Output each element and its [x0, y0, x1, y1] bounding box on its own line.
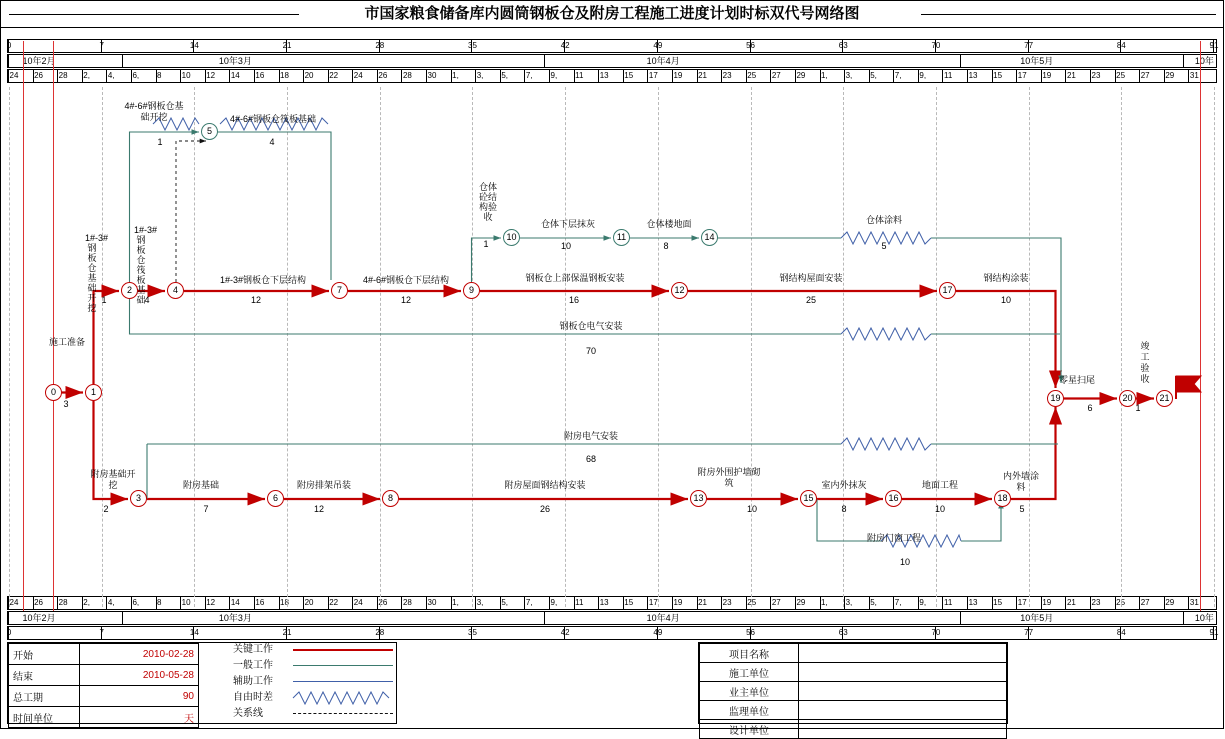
activity-label-8: 仓体下层抹灰 — [540, 219, 595, 229]
timescale-day-label: 13 — [599, 598, 609, 607]
timescale-month-label: 10年 — [1194, 613, 1214, 623]
info-table-row — [700, 701, 1007, 720]
timescale-day-label: 9, — [550, 598, 558, 607]
timescale-day-label: 27 — [771, 71, 781, 80]
timescale-week-label: 7 — [99, 41, 104, 50]
info-table-value[interactable] — [799, 663, 1007, 682]
timescale-day-label: 19 — [673, 598, 683, 607]
timescale-day-label: 28 — [402, 71, 412, 80]
timescale-day-label: 10 — [181, 71, 191, 80]
timescale-week-label: 7 — [99, 628, 104, 637]
timescale-week-label: 49 — [653, 628, 663, 637]
timescale-day-label: 26 — [378, 598, 388, 607]
timescale-week-label: 14 — [189, 41, 199, 50]
legend-row-value: 2010-05-28 — [80, 665, 199, 686]
activity-duration-8: 10 — [560, 241, 571, 251]
activity-label-25: 零星扫尾 — [1058, 375, 1095, 385]
timescale-day-label: 23 — [722, 598, 732, 607]
activity-duration-10: 5 — [881, 241, 887, 251]
timescale-month-label: 10年5月 — [1020, 56, 1054, 66]
timescale-month-label: 10年2月 — [22, 613, 56, 623]
activity-label-18: 附房排架吊装 — [296, 480, 351, 490]
legend-key-label-4: 关系线 — [233, 708, 263, 719]
timescale-day-label: 11 — [943, 598, 953, 607]
timescale-month-label: 10年4月 — [646, 613, 680, 623]
legend-swatch-normal — [293, 665, 393, 666]
timescale-day-label: 24 — [9, 598, 19, 607]
legend-key-label-0: 关键工作 — [233, 644, 273, 655]
timescale-day-label: 27 — [771, 598, 781, 607]
timescale-day-label: 19 — [673, 71, 683, 80]
activity-label-3: 4#-6#钢板仓基础开挖 — [124, 101, 184, 122]
timescale-day-label: 29 — [796, 598, 806, 607]
timescale-day-label: 18 — [280, 598, 289, 607]
timescale-day-label: 4, — [107, 71, 115, 80]
page-title: 市国家粮食储备库内圆筒钢板仓及附房工程施工进度计划时标双代号网络图 — [364, 5, 860, 22]
timescale-day-label: 14 — [230, 598, 240, 607]
info-table-value[interactable] — [799, 644, 1007, 663]
info-table-key: 业主单位 — [700, 682, 799, 701]
activity-duration-16: 2 — [103, 504, 109, 514]
timescale-day-label: 26 — [34, 598, 43, 607]
network-node-11: 11 — [613, 229, 630, 246]
activity-duration-19: 26 — [539, 504, 550, 514]
activity-duration-9: 8 — [663, 241, 669, 251]
timescale-day-label: 7, — [894, 598, 902, 607]
network-node-17: 17 — [939, 282, 956, 299]
activity-duration-11: 16 — [568, 295, 579, 305]
network-node-4: 4 — [167, 282, 184, 299]
timescale-day-label: 20 — [304, 598, 314, 607]
project-info-table — [698, 642, 1008, 737]
timescale-week-label: 28 — [375, 628, 385, 637]
timescale-day-label: 30 — [427, 598, 437, 607]
timescale-week-label: 49 — [653, 41, 663, 50]
legend-swatch-relation — [293, 713, 393, 714]
timescale-week-label: 35 — [468, 628, 477, 637]
timescale-month-label: 10年3月 — [218, 56, 252, 66]
network-node-19: 19 — [1047, 390, 1064, 407]
timescale-day-label: 7, — [525, 71, 533, 80]
timescale-day-label: 25 — [747, 598, 757, 607]
network-node-12: 12 — [671, 282, 688, 299]
activity-label-12: 钢结构屋面安装 — [779, 273, 843, 283]
timescale-day-label: 1, — [452, 71, 459, 80]
activity-label-2: 1#-3#钢板仓筏板基础 — [134, 225, 158, 305]
timescale-day-label: 25 — [747, 71, 757, 80]
info-table-key: 监理单位 — [700, 701, 799, 720]
activity-label-0: 施工准备 — [48, 337, 85, 347]
network-node-20: 20 — [1119, 390, 1136, 407]
timescale-day-label: 11 — [575, 598, 584, 607]
timescale-month-label: 10年2月 — [22, 56, 56, 66]
activity-label-13: 钢结构涂装 — [983, 273, 1029, 283]
timescale-day-label: 20 — [304, 71, 314, 80]
legend-row-value: 2010-02-28 — [80, 644, 199, 665]
timescale-day-label: 15 — [993, 71, 1003, 80]
timescale-day-label: 1, — [452, 598, 459, 607]
timescale-day-label: 30 — [427, 71, 437, 80]
legend-swatch-auxiliary — [293, 681, 393, 682]
timescale-week-label: 21 — [282, 41, 292, 50]
timescale-week-label: 56 — [746, 628, 755, 637]
activity-label-21: 室内外抹灰 — [821, 480, 867, 490]
network-node-2: 2 — [121, 282, 138, 299]
timescale-week-label: 42 — [560, 628, 570, 637]
activity-duration-23: 5 — [1019, 504, 1025, 514]
activity-label-15: 附房电气安装 — [563, 431, 618, 441]
timescale-day-label: 23 — [1091, 598, 1101, 607]
timescale-day-label: 25 — [1116, 71, 1126, 80]
activity-label-23: 内外墙涂料 — [1002, 471, 1039, 492]
timescale-day-label: 9, — [550, 71, 558, 80]
timescale-month-label: 10年5月 — [1020, 613, 1054, 623]
timescale-day-label: 19 — [1042, 71, 1052, 80]
activity-label-19: 附房屋面钢结构安装 — [504, 480, 586, 490]
info-table-value[interactable] — [799, 720, 1007, 739]
info-table-key: 设计单位 — [700, 720, 799, 739]
timescale-day-label: 24 — [353, 598, 363, 607]
timescale-day-label: 7, — [525, 598, 533, 607]
timescale-day-label: 9, — [919, 598, 927, 607]
activity-duration-22: 10 — [934, 504, 945, 514]
activity-label-22: 地面工程 — [921, 480, 958, 490]
timescale-month-label: 10年4月 — [646, 56, 680, 66]
timescale-day-label: 12 — [206, 598, 216, 607]
timescale-week-label: 91 — [1209, 41, 1219, 50]
network-node-1: 1 — [85, 384, 102, 401]
timescale-day-label: 28 — [58, 598, 68, 607]
legend-key-label-2: 辅助工作 — [233, 676, 273, 687]
network-node-0: 0 — [45, 384, 62, 401]
timescale-day-label: 3, — [845, 598, 853, 607]
network-node-14: 14 — [701, 229, 718, 246]
network-node-15: 15 — [800, 490, 817, 507]
network-node-6: 6 — [267, 490, 284, 507]
info-table-row — [700, 644, 1007, 663]
legend-row-key: 结束 — [9, 665, 80, 686]
legend-row-key: 时间单位 — [9, 707, 80, 728]
timescale-day-label: 31 — [1189, 71, 1199, 80]
timescale-week-label: 63 — [838, 41, 848, 50]
timescale-day-label: 13 — [968, 71, 978, 80]
activity-label-17: 附房基础 — [182, 480, 219, 490]
timescale-week-label: 77 — [1024, 41, 1034, 50]
activity-duration-13: 10 — [1000, 295, 1011, 305]
timescale-day-label: 6, — [132, 598, 140, 607]
info-table-value[interactable] — [799, 701, 1007, 720]
legend-row-value: 90 — [80, 686, 199, 707]
timescale-day-label: 26 — [378, 71, 388, 80]
activity-duration-1: 1 — [101, 295, 107, 305]
timescale-day-label: 11 — [575, 71, 584, 80]
timescale-week-label: 91 — [1209, 628, 1219, 637]
activity-duration-0: 3 — [63, 399, 69, 409]
timescale-day-label: 15 — [624, 71, 634, 80]
timescale-day-label: 13 — [599, 71, 609, 80]
legend-keys — [233, 642, 397, 724]
timescale-month-label: 10年3月 — [218, 613, 252, 623]
timescale-day-label: 17 — [1017, 71, 1027, 80]
info-table-key: 施工单位 — [700, 663, 799, 682]
activity-label-6: 4#-6#钢板仓下层结构 — [362, 275, 450, 285]
timescale-day-label: 14 — [230, 71, 240, 80]
timescale-week-label: 14 — [189, 628, 199, 637]
timescale-week-label: 84 — [1116, 41, 1126, 50]
timescale-week-label: 28 — [375, 41, 385, 50]
timescale-week-label: 42 — [560, 41, 570, 50]
timescale-day-label: 17 — [648, 71, 658, 80]
activity-label-20: 附房外围护墙砌筑 — [697, 467, 761, 488]
timescale-week-label: 56 — [746, 41, 755, 50]
timescale-day-label: 27 — [1140, 71, 1150, 80]
activity-label-16: 附房基础开挖 — [90, 469, 136, 490]
timescale-day-label: 9, — [919, 71, 927, 80]
timescale-day-label: 12 — [206, 71, 216, 80]
timescale-day-label: 8 — [157, 71, 162, 80]
network-node-18: 18 — [994, 490, 1011, 507]
activity-label-5: 1#-3#钢板仓下层结构 — [219, 275, 307, 285]
activity-label-14: 钢板仓电气安装 — [559, 321, 623, 331]
timescale-week-label: 70 — [931, 41, 941, 50]
timescale-day-label: 29 — [796, 71, 806, 80]
timescale-day-label: 17 — [648, 598, 658, 607]
legend-row-value: 天 — [80, 707, 199, 728]
activity-label-11: 钢板仓上部保温钢板安装 — [525, 273, 625, 283]
network-node-8: 8 — [382, 490, 399, 507]
timescale-day-label: 3, — [476, 71, 484, 80]
activity-label-4: 4#-6#钢板仓筏板基础 — [229, 114, 317, 124]
timescale-day-label: 5, — [501, 71, 508, 80]
timescale-week-label: 70 — [931, 628, 941, 637]
network-node-21: 21 — [1156, 390, 1173, 407]
activity-label-24: 附房门窗工程 — [866, 533, 921, 543]
activity-duration-5: 12 — [250, 295, 261, 305]
timescale-day-label: 13 — [968, 598, 978, 607]
legend-key-label-3: 自由时差 — [233, 692, 273, 703]
timescale-week-label: 0 — [6, 41, 12, 50]
timescale-day-label: 29 — [1165, 598, 1175, 607]
legend-swatch-free-float — [293, 692, 393, 704]
timescale-day-label: 21 — [1066, 71, 1076, 80]
legend-key-label-1: 一般工作 — [233, 660, 273, 671]
timescale-day-label: 29 — [1165, 71, 1175, 80]
timescale-day-label: 5, — [501, 598, 508, 607]
timescale-day-label: 5, — [870, 598, 877, 607]
timescale-day-label: 31 — [1189, 598, 1199, 607]
timescale-day-label: 28 — [58, 71, 68, 80]
timescale-day-label: 22 — [329, 71, 339, 80]
timescale-day-label: 5, — [870, 71, 877, 80]
timescale-day-label: 27 — [1140, 598, 1150, 607]
timescale-day-label: 1, — [821, 598, 828, 607]
timescale-day-label: 2, — [83, 71, 90, 80]
activity-duration-20: 10 — [746, 504, 757, 514]
activity-duration-3: 1 — [157, 137, 163, 147]
timescale-day-label: 17 — [1017, 598, 1027, 607]
activity-duration-26: 1 — [1135, 403, 1141, 413]
activity-duration-12: 25 — [805, 295, 816, 305]
timescale-day-label: 1, — [821, 71, 828, 80]
legend-row-key: 总工期 — [9, 686, 80, 707]
timescale-week-label: 0 — [6, 628, 12, 637]
timescale-day-label: 24 — [353, 71, 363, 80]
activity-label-9: 仓体楼地面 — [646, 219, 692, 229]
timescale-day-label: 3, — [845, 71, 853, 80]
timescale-day-label: 26 — [34, 71, 43, 80]
timescale-day-label: 18 — [280, 71, 289, 80]
timescale-day-label: 28 — [402, 598, 412, 607]
activity-label-7: 仓体砼结构验收 — [478, 182, 497, 222]
timescale-day-label: 22 — [329, 598, 339, 607]
activity-duration-25: 6 — [1087, 403, 1093, 413]
timescale-day-label: 10 — [181, 598, 191, 607]
timescale-week-label: 84 — [1116, 628, 1126, 637]
timescale-day-label: 15 — [624, 598, 634, 607]
timescale-day-label: 23 — [1091, 71, 1101, 80]
activity-duration-6: 12 — [400, 295, 411, 305]
timescale-day-label: 21 — [698, 71, 707, 80]
timescale-day-label: 16 — [255, 598, 265, 607]
info-table-row — [700, 663, 1007, 682]
timescale-week-label: 77 — [1024, 628, 1034, 637]
activity-duration-14: 70 — [585, 346, 596, 356]
activity-duration-17: 7 — [203, 504, 209, 514]
legend-swatch-critical — [293, 649, 393, 651]
timescale-week-label: 63 — [838, 628, 848, 637]
timescale-day-label: 16 — [255, 71, 265, 80]
timescale-day-label: 6, — [132, 71, 140, 80]
timescale-day-label: 8 — [157, 598, 162, 607]
info-table-value[interactable] — [799, 682, 1007, 701]
activity-duration-18: 12 — [313, 504, 324, 514]
network-node-16: 16 — [885, 490, 902, 507]
timescale-day-label: 4, — [107, 598, 115, 607]
timescale-day-label: 7, — [894, 71, 902, 80]
timescale-week-label: 21 — [282, 628, 292, 637]
timescale-week-label: 35 — [468, 41, 477, 50]
timescale-day-label: 24 — [9, 71, 19, 80]
network-node-13: 13 — [690, 490, 707, 507]
network-node-3: 3 — [130, 490, 147, 507]
timescale-day-label: 21 — [698, 598, 707, 607]
info-table-row — [700, 720, 1007, 739]
timescale-day-label: 19 — [1042, 598, 1052, 607]
timescale-day-label: 15 — [993, 598, 1003, 607]
network-node-10: 10 — [503, 229, 520, 246]
activity-duration-4: 4 — [269, 137, 275, 147]
network-node-5: 5 — [201, 123, 218, 140]
legend-row-key: 开始 — [9, 644, 80, 665]
activity-label-1: 1#-3#钢板仓基础开挖 — [85, 233, 109, 313]
timescale-day-label: 21 — [1066, 598, 1076, 607]
network-node-7: 7 — [331, 282, 348, 299]
timescale-month-label: 10年 — [1194, 56, 1214, 66]
timescale-day-label: 25 — [1116, 598, 1126, 607]
timescale-day-label: 3, — [476, 598, 484, 607]
activity-label-26: 竣工验收 — [1140, 341, 1150, 384]
timescale-day-label: 11 — [943, 71, 953, 80]
activity-duration-21: 8 — [841, 504, 847, 514]
activity-duration-2: 4 — [144, 295, 150, 305]
timescale-day-label: 23 — [722, 71, 732, 80]
timescale-day-label: 2, — [83, 598, 90, 607]
activity-duration-24: 10 — [899, 557, 910, 567]
info-table-row — [700, 682, 1007, 701]
activity-duration-15: 68 — [585, 454, 596, 464]
activity-duration-7: 1 — [483, 239, 489, 249]
info-table-key: 项目名称 — [700, 644, 799, 663]
activity-label-10: 仓体涂料 — [865, 215, 902, 225]
network-node-9: 9 — [463, 282, 480, 299]
